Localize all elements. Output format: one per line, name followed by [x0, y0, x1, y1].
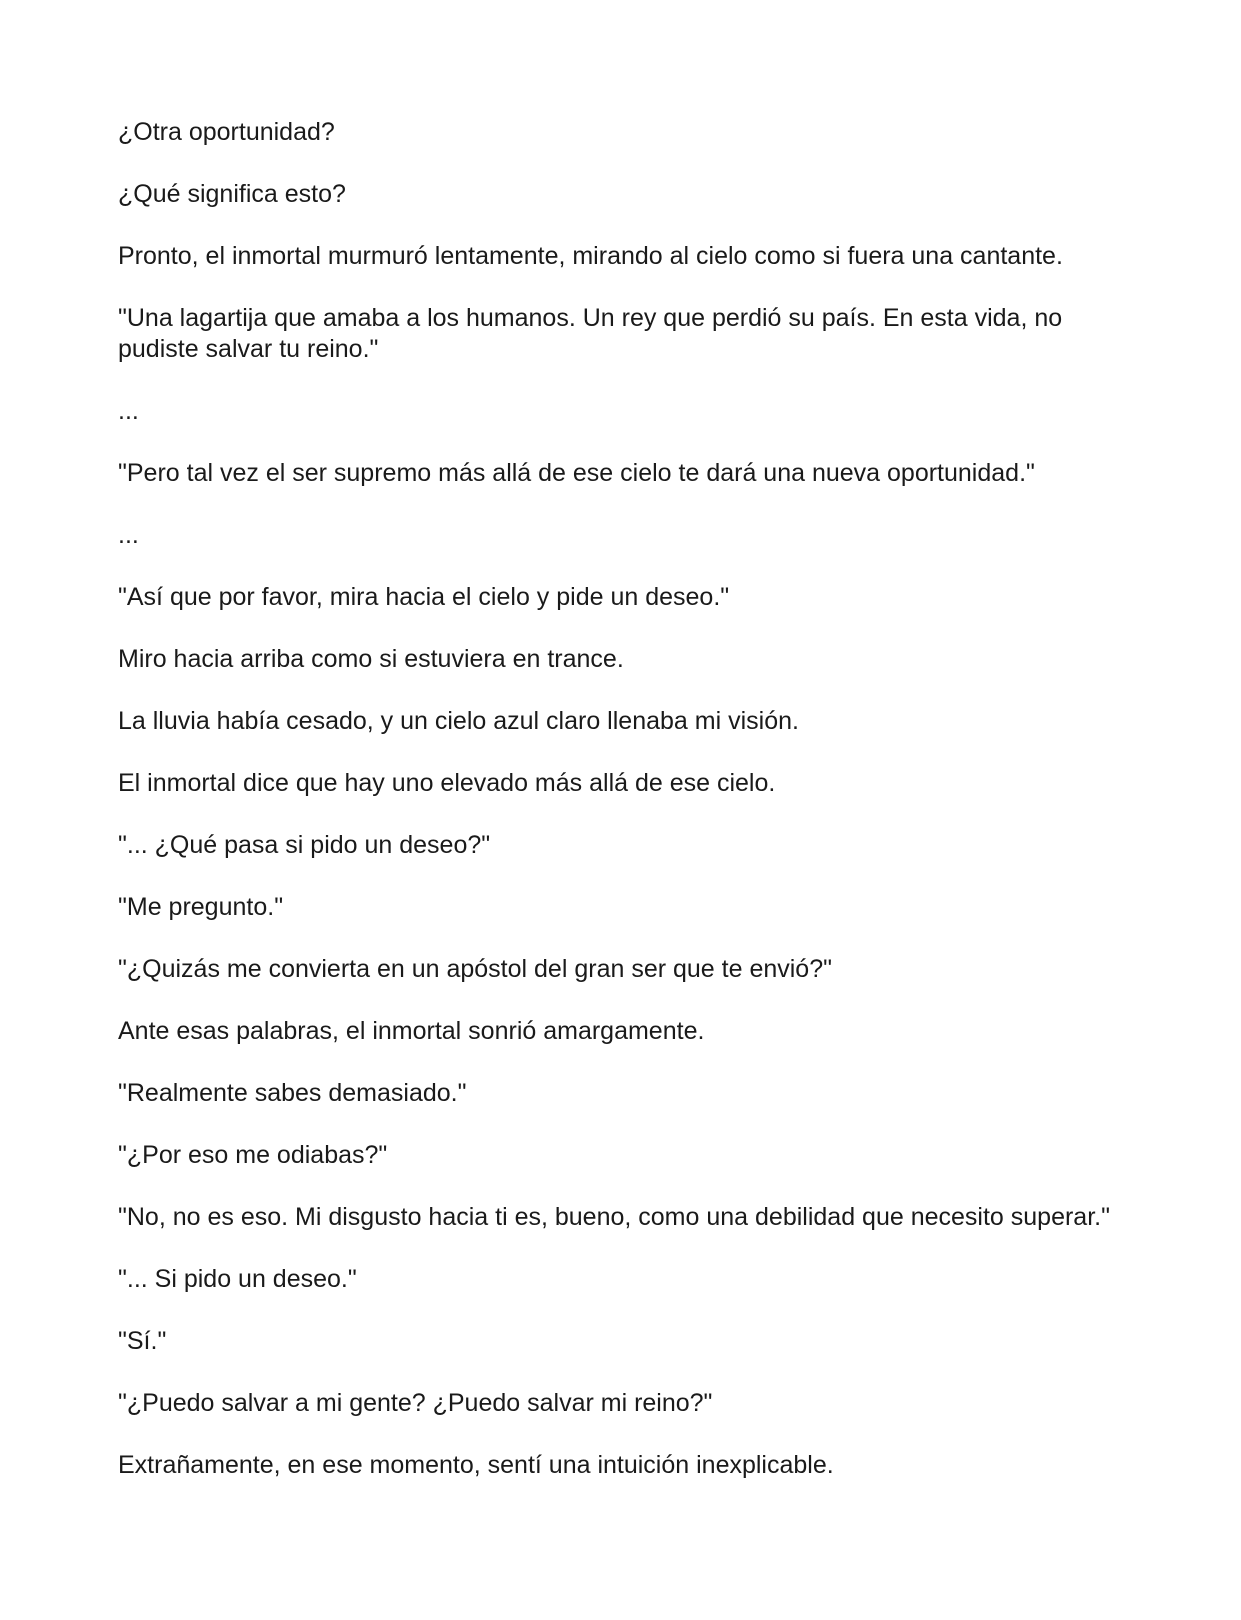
paragraph: "Pero tal vez el ser supremo más allá de ese cielo te dará una nueva oportunidad.": [118, 459, 1035, 487]
paragraph: ...: [118, 521, 139, 549]
paragraph: Pronto, el inmortal murmuró lentamente, mirando al cielo como si fuera una cantante.: [118, 242, 1063, 270]
paragraph: "Me pregunto.": [118, 893, 284, 921]
paragraph: ¿Qué significa esto?: [118, 180, 346, 208]
paragraph: ...: [118, 397, 139, 425]
paragraph: Ante esas palabras, el inmortal sonrió amargamente.: [118, 1017, 705, 1045]
paragraph: "¿Puedo salvar a mi gente? ¿Puedo salvar mi reino?": [118, 1389, 713, 1417]
body-text: [118, 117, 1118, 1512]
paragraph: ¿Otra oportunidad?: [118, 118, 335, 146]
paragraph: La lluvia había cesado, y un cielo azul claro llenaba mi visión.: [118, 707, 799, 735]
paragraph: "Así que por favor, mira hacia el cielo y pide un deseo.": [118, 583, 730, 611]
paragraph: "¿Por eso me odiabas?": [118, 1141, 388, 1169]
paragraph: "¿Quizás me convierta en un apóstol del gran ser que te envió?": [118, 955, 832, 983]
paragraph: El inmortal dice que hay uno elevado más allá de ese cielo.: [118, 769, 776, 797]
paragraph: "Una lagartija que amaba a los humanos. Un rey que perdió su país. En esta vida, no pudiste salvar tu reino.": [118, 304, 1063, 363]
paragraph: "No, no es eso. Mi disgusto hacia ti es, bueno, como una debilidad que necesito superar.": [118, 1203, 1110, 1231]
paragraph: Miro hacia arriba como si estuviera en trance.: [118, 645, 624, 673]
paragraph: "Realmente sabes demasiado.": [118, 1079, 467, 1107]
paragraph: "... ¿Qué pasa si pido un deseo?": [118, 831, 491, 859]
paragraph: "... Si pido un deseo.": [118, 1265, 357, 1293]
paragraph: "Sí.": [118, 1327, 167, 1355]
paragraph: Extrañamente, en ese momento, sentí una intuición inexplicable.: [118, 1451, 834, 1479]
